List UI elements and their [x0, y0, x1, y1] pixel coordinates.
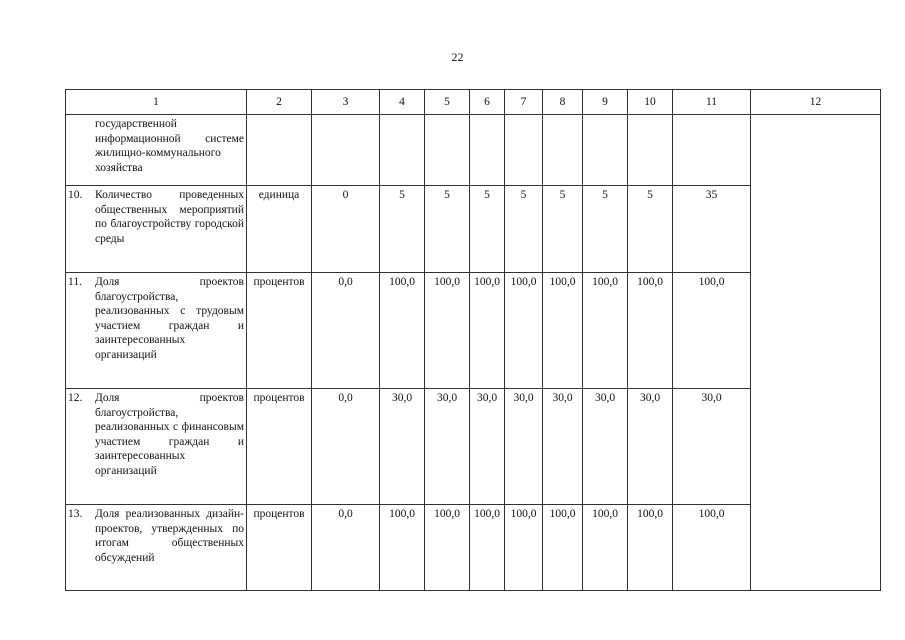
unit-cell: единица — [247, 186, 312, 273]
column-header: 9 — [583, 90, 628, 115]
value-cell: 30,0 — [380, 389, 425, 505]
indicator-label: Доля проектов благоустройства, реализованных с финансовым участием граждан и заинтересованных организаций — [95, 392, 244, 477]
column-header: 1 — [66, 90, 247, 115]
indicator-label: государственной информационной системе жилищно-коммунального хозяйства — [95, 118, 244, 174]
value-cell: 5 — [505, 186, 543, 273]
row-number: 11. — [68, 276, 82, 288]
value-cell: 5 — [628, 186, 673, 273]
value-cell: 5 — [470, 186, 505, 273]
unit-cell: процентов — [247, 273, 312, 389]
value-cell: 0 — [312, 186, 380, 273]
value-cell: 100,0 — [673, 273, 751, 389]
value-cell: 30,0 — [583, 389, 628, 505]
value-cell: 100,0 — [583, 505, 628, 591]
value-cell: 100,0 — [470, 505, 505, 591]
value-cell: 5 — [583, 186, 628, 273]
value-cell — [470, 115, 505, 186]
value-cell: 30,0 — [543, 389, 583, 505]
value-cell: 100,0 — [673, 505, 751, 591]
column-header: 3 — [312, 90, 380, 115]
column-header: 12 — [751, 90, 881, 115]
row-number: 10. — [68, 189, 83, 201]
indicator-label: Доля реализованных дизайн-проектов, утвержденных по итогам общественных обсуждений — [95, 508, 244, 564]
value-cell: 100,0 — [628, 505, 673, 591]
value-cell: 100,0 — [380, 273, 425, 389]
indicators-table — [65, 89, 881, 591]
row-number: 12. — [68, 392, 83, 404]
column-header: 6 — [470, 90, 505, 115]
column-header: 5 — [425, 90, 470, 115]
value-cell: 0,0 — [312, 389, 380, 505]
value-cell: 30,0 — [628, 389, 673, 505]
value-cell: 100,0 — [505, 505, 543, 591]
indicator-label: Количество проведенных общественных мероприятий по благоустройству городской среды — [95, 189, 244, 245]
value-cell: 5 — [543, 186, 583, 273]
value-cell — [425, 115, 470, 186]
value-cell: 5 — [380, 186, 425, 273]
page-number: 22 — [451, 50, 464, 64]
value-cell: 100,0 — [425, 273, 470, 389]
value-cell — [673, 115, 751, 186]
value-cell — [380, 115, 425, 186]
indicator-label-cell — [66, 389, 247, 505]
value-cell: 100,0 — [543, 273, 583, 389]
value-cell: 30,0 — [505, 389, 543, 505]
table-header-row — [66, 90, 881, 115]
table-row — [66, 115, 881, 186]
indicator-label: Доля проектов благоустройства, реализованных с трудовым участием граждан и заинтересованных организаций — [95, 276, 244, 361]
unit-cell: процентов — [247, 389, 312, 505]
indicator-label-cell — [66, 186, 247, 273]
value-cell — [505, 115, 543, 186]
value-cell: 100,0 — [425, 505, 470, 591]
column-header: 10 — [628, 90, 673, 115]
column-header: 8 — [543, 90, 583, 115]
value-cell — [628, 115, 673, 186]
column-header: 4 — [380, 90, 425, 115]
value-cell: 100,0 — [505, 273, 543, 389]
indicator-label-cell — [66, 273, 247, 389]
indicator-label-cell — [66, 115, 247, 186]
value-cell: 30,0 — [470, 389, 505, 505]
value-cell: 100,0 — [628, 273, 673, 389]
value-cell: 100,0 — [583, 273, 628, 389]
value-cell: 5 — [425, 186, 470, 273]
value-cell — [583, 115, 628, 186]
column-header: 7 — [505, 90, 543, 115]
value-cell: 100,0 — [470, 273, 505, 389]
value-cell — [543, 115, 583, 186]
column-header: 11 — [673, 90, 751, 115]
value-cell: 30,0 — [673, 389, 751, 505]
value-cell: 30,0 — [425, 389, 470, 505]
unit-cell — [247, 115, 312, 186]
value-cell — [312, 115, 380, 186]
value-cell: 0,0 — [312, 273, 380, 389]
column-header: 2 — [247, 90, 312, 115]
value-cell: 35 — [673, 186, 751, 273]
unit-cell: процентов — [247, 505, 312, 591]
indicator-label-cell — [66, 505, 247, 591]
column-12-cell — [751, 115, 881, 591]
value-cell: 100,0 — [543, 505, 583, 591]
value-cell: 0,0 — [312, 505, 380, 591]
value-cell: 100,0 — [380, 505, 425, 591]
row-number: 13. — [68, 508, 83, 520]
